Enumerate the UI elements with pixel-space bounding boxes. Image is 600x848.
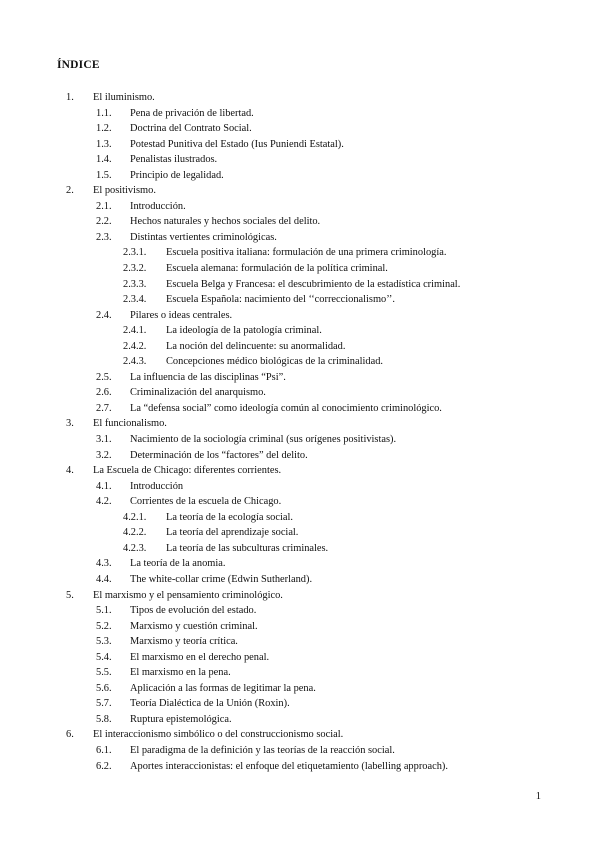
toc-entry-title: El interaccionismo simbólico o del construccionismo social. [93, 729, 344, 741]
toc-entry-number: 2.3.2. [123, 263, 147, 275]
toc-entry [0, 588, 600, 604]
toc-entry [0, 743, 600, 759]
toc-entry-number: 2.4.2. [123, 340, 147, 352]
toc-entry [0, 572, 600, 588]
toc-entry-title: Ruptura epistemológica. [130, 713, 232, 725]
toc-entry-title: The white-collar crime (Edwin Sutherland). [130, 573, 313, 585]
toc-entry-number: 2.1. [96, 200, 112, 212]
toc-entry-title: El marxismo y el pensamiento criminológico. [93, 589, 283, 601]
toc-entry-title: Concepciones médico biológicas de la criminalidad. [166, 356, 383, 368]
toc-entry-title: La teoría de la anomia. [130, 558, 226, 570]
toc-entry [0, 277, 600, 293]
page-title: ÍNDICE [57, 59, 100, 71]
toc-entry-number: 2.2. [96, 216, 112, 228]
toc-entry-title: Aportes interaccionistas: el enfoque del etiquetamiento (labelling approach). [130, 760, 448, 772]
toc-entry-title: Aplicación a las formas de legitimar la pena. [130, 682, 316, 694]
toc-entry [0, 448, 600, 464]
page-number: 1 [535, 791, 541, 802]
toc-entry-title: El marxismo en el derecho penal. [130, 651, 270, 663]
toc-entry-number: 1. [66, 92, 74, 103]
toc-entry-number: 5.3. [96, 636, 112, 648]
toc-entry [0, 245, 600, 261]
toc-entry-title: El positivismo. [93, 185, 156, 197]
toc-entry-title: El paradigma de la definición y las teorías de la reacción social. [130, 744, 395, 756]
toc-entry-number: 1.2. [96, 123, 112, 135]
toc-entry-title: La teoría del aprendizaje social. [166, 527, 299, 539]
toc-entry-number: 2.3. [96, 231, 112, 243]
toc-entry-title: Escuela Española: nacimiento del ‘‘correccionalismo’’. [166, 294, 395, 306]
toc-entry-title: La influencia de las disciplinas “Psi”. [130, 371, 286, 383]
toc-entry-title: La teoría de la ecología social. [166, 511, 293, 523]
toc-entry-number: 2.3.4. [123, 294, 147, 306]
toc-entry [0, 370, 600, 386]
toc-entry-title: La teoría de las subculturas criminales. [166, 542, 329, 554]
toc-entry-title: Pena de privación de libertad. [130, 107, 254, 119]
toc-entry [0, 230, 600, 246]
toc-entry-number: 2.6. [96, 387, 112, 399]
toc-entry-number: 2.4. [96, 309, 112, 321]
toc-entry [0, 106, 600, 122]
toc-entry-title: Escuela alemana: formulación de la política criminal. [166, 263, 388, 275]
toc-entry [0, 619, 600, 635]
toc-entry [0, 183, 600, 199]
toc-entry-number: 5.8. [96, 713, 112, 725]
toc-entry-number: 5.5. [96, 667, 112, 679]
toc-entry-title: La “defensa social” como ideología común al conocimiento criminológico. [130, 402, 442, 414]
toc-entry-number: 2. [66, 185, 74, 197]
toc-entry [0, 385, 600, 401]
toc-entry-title: El iluminismo. [93, 92, 155, 103]
toc-entry-title: Tipos de evolución del estado. [130, 605, 257, 617]
toc-entry [0, 556, 600, 572]
toc-entry [0, 650, 600, 666]
toc-entry-title: Teoría Dialéctica de la Unión (Roxin). [130, 698, 290, 710]
toc-entry [0, 712, 600, 728]
toc-entry [0, 121, 600, 137]
toc-entry [0, 90, 600, 106]
toc-entry-title: Criminalización del anarquismo. [130, 387, 266, 399]
toc-entry [0, 168, 600, 184]
toc-entry [0, 525, 600, 541]
toc-entry [0, 339, 600, 355]
toc-entry-number: 3.1. [96, 434, 112, 446]
toc-entry-title: El funcionalismo. [93, 418, 167, 430]
toc-entry-number: 4.2.2. [123, 527, 147, 539]
toc-entry-number: 2.4.3. [123, 356, 147, 368]
toc-entry [0, 354, 600, 370]
toc-entry-number: 5.4. [96, 651, 112, 663]
toc-entry [0, 634, 600, 650]
toc-entry [0, 665, 600, 681]
toc-entry-number: 6. [66, 729, 74, 741]
toc-entry-number: 1.5. [96, 169, 112, 181]
toc-entry [0, 681, 600, 697]
toc-entry-number: 5.6. [96, 682, 112, 694]
toc-entry-title: Penalistas ilustrados. [130, 154, 218, 166]
toc-entry [0, 152, 600, 168]
toc-entry [0, 494, 600, 510]
toc-entry-number: 5.2. [96, 620, 112, 632]
toc-entry-title: Potestad Punitiva del Estado (Ius Puniendi Estatal). [130, 138, 344, 150]
toc-entry-title: Corrientes de la escuela de Chicago. [130, 496, 282, 508]
toc-entry [0, 199, 600, 215]
toc-entry-number: 2.3.3. [123, 278, 147, 290]
toc-entry-number: 4.2.3. [123, 542, 147, 554]
toc-entry [0, 292, 600, 308]
toc-entry-number: 2.5. [96, 371, 112, 383]
toc-entry-title: Pilares o ideas centrales. [130, 309, 233, 321]
toc-entry-number: 5.7. [96, 698, 112, 710]
toc-entry-number: 1.1. [96, 107, 112, 119]
toc-entry-title: Marxismo y teoría crítica. [130, 636, 238, 648]
toc-entry-number: 6.1. [96, 744, 112, 756]
toc-entry-number: 5. [66, 589, 74, 601]
toc-entry [0, 308, 600, 324]
toc-entry [0, 696, 600, 712]
toc-entry-title: La ideología de la patología criminal. [166, 325, 322, 337]
toc-entry-number: 4.2.1. [123, 511, 147, 523]
toc-entry-number: 4.3. [96, 558, 112, 570]
toc-entry-title: El marxismo en la pena. [130, 667, 231, 679]
toc-entry-title: Escuela positiva italiana: formulación de una primera criminología. [166, 247, 447, 259]
toc-entry-number: 3.2. [96, 449, 112, 461]
toc-entry-title: Doctrina del Contrato Social. [130, 123, 252, 135]
toc-entry-number: 2.7. [96, 402, 112, 414]
toc-entry [0, 479, 600, 495]
toc-entry-title: Nacimiento de la sociología criminal (sus orígenes positivistas). [130, 434, 397, 446]
toc-entry-number: 2.3.1. [123, 247, 147, 259]
table-of-contents [0, 90, 600, 774]
toc-entry-title: La Escuela de Chicago: diferentes corrientes. [93, 465, 282, 477]
toc-entry-title: Distintas vertientes criminológicas. [130, 231, 277, 243]
toc-entry-number: 4.2. [96, 496, 112, 508]
toc-entry [0, 759, 600, 775]
toc-entry [0, 401, 600, 417]
toc-entry-title: Hechos naturales y hechos sociales del delito. [130, 216, 321, 228]
toc-entry-number: 4.4. [96, 573, 112, 585]
toc-entry [0, 463, 600, 479]
toc-entry-title: Determinación de los “factores” del delito. [130, 449, 308, 461]
toc-entry [0, 261, 600, 277]
toc-entry [0, 432, 600, 448]
toc-entry [0, 214, 600, 230]
toc-entry-number: 5.1. [96, 605, 112, 617]
toc-entry [0, 416, 600, 432]
toc-entry-title: Introducción [130, 480, 184, 492]
toc-entry [0, 510, 600, 526]
toc-entry [0, 137, 600, 153]
toc-entry [0, 323, 600, 339]
toc-entry [0, 603, 600, 619]
toc-entry-title: Escuela Belga y Francesa: el descubrimiento de la estadística criminal. [166, 278, 461, 290]
toc-entry-number: 4.1. [96, 480, 112, 492]
toc-entry-number: 1.4. [96, 154, 112, 166]
toc-entry [0, 727, 600, 743]
toc-entry-number: 4. [66, 465, 74, 477]
toc-entry-title: Marxismo y cuestión criminal. [130, 620, 258, 632]
toc-entry-number: 1.3. [96, 138, 112, 150]
toc-entry-number: 3. [66, 418, 74, 430]
toc-entry-title: Introducción. [130, 200, 186, 212]
toc-entry-title: Principio de legalidad. [130, 169, 224, 181]
toc-entry [0, 541, 600, 557]
toc-entry-number: 6.2. [96, 760, 112, 772]
toc-entry-title: La noción del delincuente: su anormalidad. [166, 340, 346, 352]
toc-entry-number: 2.4.1. [123, 325, 147, 337]
